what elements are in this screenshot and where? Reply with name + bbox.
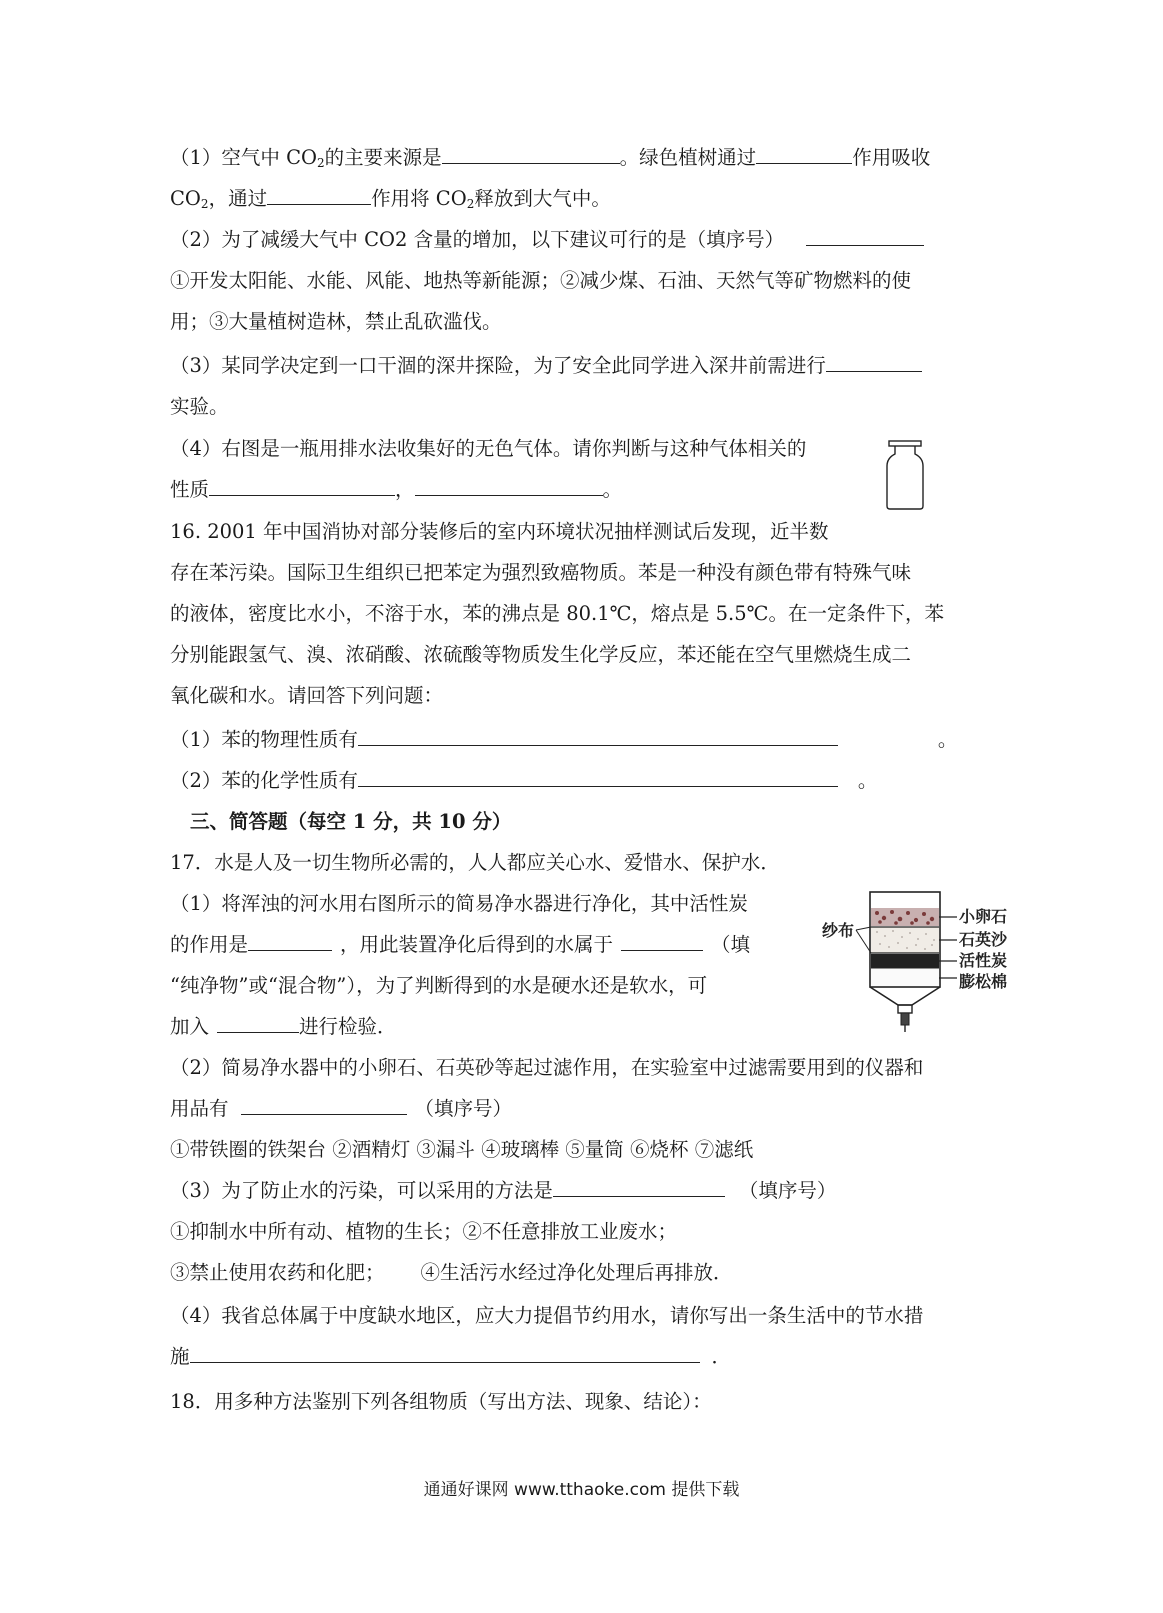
answer-blank[interactable] — [806, 227, 924, 246]
q17-part3-options-1: ①抑制水中所有动、植物的生长；②不任意排放工业废水； — [170, 1220, 678, 1243]
q15-part3-line1 — [170, 353, 922, 379]
text: （1）空气中 CO — [170, 146, 318, 169]
subscript: 2 — [200, 197, 209, 211]
answer-blank[interactable] — [267, 186, 371, 205]
text: CO — [170, 187, 201, 210]
q15-part2-options-1: ①开发太阳能、水能、风能、地热等新能源；②减少煤、石油、天然气等矿物燃料的使 — [170, 269, 912, 292]
text: 。 — [602, 478, 623, 501]
text: （填 — [711, 933, 751, 956]
text: 的主要来源是 — [324, 146, 442, 169]
water-purifier-figure — [822, 890, 1017, 1035]
text: 性质 — [170, 478, 210, 501]
q16-line4: 分别能跟氢气、溴、浓硝酸、浓硫酸等物质发生化学反应，苯还能在空气里燃烧生成二 — [170, 643, 912, 666]
sand-label: 石英沙 — [959, 930, 1008, 949]
answer-blank[interactable] — [209, 477, 395, 496]
answer-blank[interactable] — [553, 1178, 725, 1197]
text: 用品有 — [170, 1097, 229, 1120]
carbon-label: 活性炭 — [959, 951, 1008, 970]
q17-part2-options: ①带铁圈的铁架台 ②酒精灯 ③漏斗 ④玻璃棒 ⑤量筒 ⑥烧杯 ⑦滤纸 — [170, 1138, 754, 1161]
q15-part2-line — [170, 227, 924, 253]
answer-blank[interactable] — [358, 727, 838, 746]
page-footer: 通通好课网 www.tthaoke.com 提供下载 — [423, 1480, 740, 1500]
subscript: 2 — [317, 156, 325, 170]
text: （2）苯的化学性质有 — [170, 769, 358, 792]
text: 作用将 CO — [371, 187, 467, 210]
q15-part4-line2 — [170, 477, 622, 503]
q15-part3-line2: 实验。 — [170, 395, 229, 418]
text: 加入 — [170, 1015, 210, 1038]
text: 。 — [857, 769, 878, 792]
q17-part3-options-2 — [170, 1260, 733, 1286]
q17-part1-line1: （1）将浑浊的河水用右图所示的简易净水器进行净化，其中活性炭 — [170, 892, 748, 915]
subscript: 2 — [466, 197, 475, 211]
q15-part2-options-2: 用；③大量植树造林，禁止乱砍滥伐。 — [170, 310, 502, 333]
cloth-label: 纱布 — [822, 921, 855, 940]
q18-line1: 18．用多种方法鉴别下列各组物质（写出方法、现象、结论）： — [170, 1390, 712, 1413]
q17-part1-line4 — [170, 1014, 397, 1040]
section-heading: 三、简答题（每空 1 分，共 10 分） — [190, 810, 512, 833]
text: 。绿色植树通过 — [619, 146, 757, 169]
text: ，用此装置净化后得到的水属于 — [340, 933, 614, 956]
gas-bottle-figure — [885, 440, 925, 510]
answer-blank[interactable] — [826, 353, 922, 372]
q17-line1: 17．水是人及一切生物所必需的，人人都应关心水、爱惜水、保护水． — [170, 851, 780, 874]
q17-part4-line2 — [170, 1344, 731, 1370]
text: （3）某同学决定到一口干涸的深井探险，为了安全此同学进入深井前需进行 — [170, 354, 826, 377]
answer-blank[interactable] — [358, 768, 838, 787]
pebble-label: 小卵石 — [959, 907, 1008, 926]
answer-blank[interactable] — [248, 932, 332, 951]
text: ． — [711, 1345, 732, 1368]
text: 施 — [170, 1345, 190, 1368]
q16-line2: 存在苯污染。国际卫生组织已把苯定为强烈致癌物质。苯是一种没有颜色带有特殊气味 — [170, 561, 912, 584]
q17-part3-line — [170, 1178, 836, 1204]
q17-part2-line1: （2）简易净水器中的小卵石、石英砂等起过滤作用，在实验室中过滤需要用到的仪器和 — [170, 1056, 924, 1079]
text: （填序号） — [414, 1097, 513, 1120]
q16-line5: 氧化碳和水。请回答下列问题： — [170, 684, 444, 707]
text: ④生活污水经过净化处理后再排放． — [420, 1261, 733, 1284]
text: （3）为了防止水的污染，可以采用的方法是 — [170, 1179, 553, 1202]
answer-blank[interactable] — [621, 932, 703, 951]
text: 作用吸收 — [852, 146, 931, 169]
text: （2）为了减缓大气中 CO2 含量的增加，以下建议可行的是（填序号） — [170, 228, 785, 251]
q17-part2-line2 — [170, 1096, 512, 1122]
answer-blank[interactable] — [415, 477, 603, 496]
text: ，通过 — [208, 187, 268, 210]
answer-blank[interactable] — [217, 1014, 299, 1033]
q17-part1-line3: “纯净物”或“混合物”），为了判断得到的水是硬水还是软水，可 — [170, 974, 708, 997]
cotton-label: 膨松棉 — [959, 972, 1008, 991]
text: 进行检验． — [299, 1015, 397, 1038]
answer-blank[interactable] — [190, 1344, 700, 1363]
q16-line3: 的液体，密度比水小，不溶于水，苯的沸点是 80.1℃，熔点是 5.5℃。在一定条件下，苯 — [170, 602, 944, 625]
q15-part1-line2 — [170, 186, 611, 217]
text: ， — [395, 478, 415, 501]
q17-part4-line1: （4）我省总体属于中度缺水地区，应大力提倡节约用水，请你写出一条生活中的节水措 — [170, 1304, 924, 1327]
text: 。 — [937, 728, 958, 751]
answer-blank[interactable] — [241, 1096, 407, 1115]
text: （填序号） — [738, 1179, 837, 1202]
text: ③禁止使用农药和化肥； — [170, 1261, 385, 1284]
q16-line1: 16. 2001 年中国消协对部分装修后的室内环境状况抽样测试后发现，近半数 — [170, 520, 829, 543]
q15-part1-line1 — [170, 145, 930, 176]
q15-part4-line1: （4）右图是一瓶用排水法收集好的无色气体。请你判断与这种气体相关的 — [170, 437, 807, 460]
answer-blank[interactable] — [756, 145, 852, 164]
q17-part1-line2 — [170, 932, 750, 958]
text: （1）苯的物理性质有 — [170, 728, 358, 751]
text: 释放到大气中。 — [474, 187, 611, 210]
text: 的作用是 — [170, 933, 249, 956]
q16-part2 — [170, 768, 877, 794]
answer-blank[interactable] — [442, 145, 620, 164]
q16-part1 — [170, 727, 957, 753]
